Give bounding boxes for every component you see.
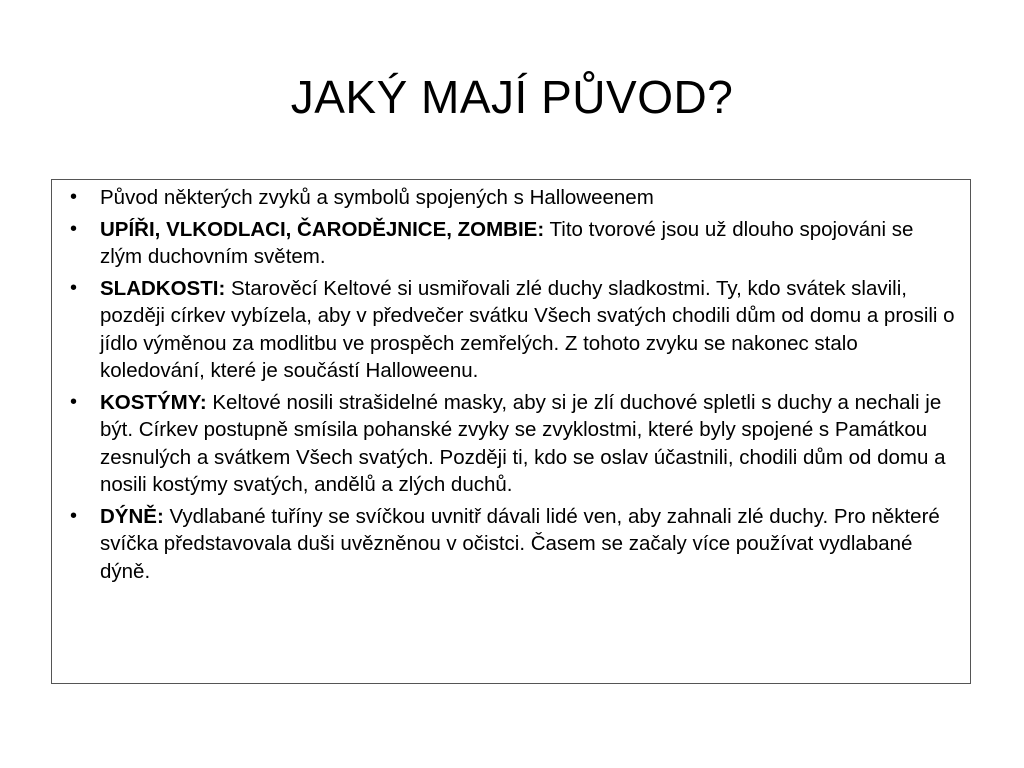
bullet-text: Vydlabané tuříny se svíčkou uvnitř dávali lidé ven, aby zahnali zlé duchy. Pro některé svíčka představovala duši uvězněnou v očistci. Časem se začaly více používat vydlabané dýně. xyxy=(100,504,940,583)
bullet-keyword: UPÍŘI, VLKODLACI, ČARODĚJNICE, ZOMBIE: xyxy=(100,217,545,241)
bullet-item-sweets xyxy=(60,275,960,385)
bullet-dot-icon: • xyxy=(70,504,78,527)
bullet-dot-icon: • xyxy=(70,186,78,208)
bullet-text: Původ některých zvyků a symbolů spojených s Halloweenem xyxy=(100,186,654,209)
bullet-keyword: SLADKOSTI: xyxy=(100,276,226,300)
bullet-dot-icon: • xyxy=(70,217,78,240)
bullet-list xyxy=(60,184,960,585)
bullet-dot-icon: • xyxy=(70,276,78,299)
bullet-keyword: DÝNĚ: xyxy=(100,504,164,528)
bullet-text: Tito tvorové jsou už dlouho spojováni se zlým duchovním světem. xyxy=(100,217,914,268)
bullet-item-pumpkins xyxy=(60,503,960,586)
bullet-keyword: KOSTÝMY: xyxy=(100,390,207,414)
bullet-dot-icon: • xyxy=(70,390,78,413)
bullet-item-creatures xyxy=(60,216,960,271)
bullet-item-origin xyxy=(60,184,960,212)
content-box xyxy=(51,179,971,684)
bullet-text: Starověcí Keltové si usmiřovali zlé duchy sladkostmi. Ty, kdo svátek slavili, později církev vybízela, aby v předvečer svátku Všech svatých chodili dům od domu a prosili o jídlo výměnou za modlitbu ve prospěch zemřelých. Z tohoto zvyku se nakonec stalo koledování, které je součástí Halloweenu. xyxy=(100,276,955,382)
bullet-text: Keltové nosili strašidelné masky, aby si je zlí duchové spletli s duchy a nechali je být. Církev postupně smísila pohanské zvyky se zvyklostmi, které byly spojené s Památkou zesnulých a svátkem Všech svatých. Později ti, kdo se oslav účastnili, chodili dům od domu a nosili kostýmy svatých, andělů a zlých duchů. xyxy=(100,390,946,496)
slide-title: JAKÝ MAJÍ PŮVOD? xyxy=(290,71,734,123)
bullet-item-costumes xyxy=(60,389,960,499)
